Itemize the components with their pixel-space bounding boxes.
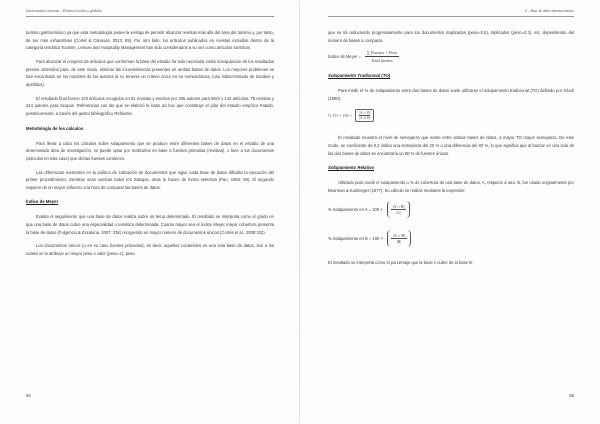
overlap-b-formula — [328, 230, 574, 247]
paragraph: Evalúa el seguimiento que una base de datos realiza sobre un tema determinado. El resultado se interpreta como el grado en que una base de datos cubre una especialidad o temática determinada. Cuanto mayor sea el índice Meyer mayor cobertura presenta la base de datos (Fulgencio & Escalona, 2007: 338) recogiendo un mayor número de documentos únicos (Cortés et al., 2008:332). — [26, 214, 274, 235]
formula-parenthesis — [387, 230, 411, 247]
paragraph: Para medir el % de solapamiento entre dos bases de datos suele utilizarse el solapamiento tradicional (TO) definido por Gluck (1990). — [328, 88, 574, 102]
paragraph: El resultado muestra el nivel de semejanza que existe entre ambas bases de datos, a mayor TO mayor semejanza. De este modo, un coeficiente de 0,2 indica una semejanza del 20 % o una diferencia del 80 %, lo que significa que al buscar en una sola de las dos bases de datos se encontraría un 80 % de fuentes únicas. — [328, 135, 574, 156]
formula-numerator: |A ∩ B| — [393, 232, 405, 238]
left-page-content — [26, 29, 274, 264]
formula-numerator: ∑ Fuentes × Peso — [367, 50, 398, 56]
formula-label: % TO = 100 × — [328, 113, 353, 119]
header-rule-right — [328, 16, 574, 17]
formula-fraction — [391, 204, 407, 215]
formula-denominator: |B| — [396, 238, 402, 244]
formula-fraction — [391, 233, 407, 244]
paragraph: El resultado se interpreta como el porcentaje que la base A cubre de la base B. — [328, 259, 474, 265]
running-head-right: 6 – Base de datos internacionales — [525, 9, 574, 13]
paragraph: Para llevar a cabo los cálculos sobre solapamiento que se produce entre diferentes bases de datos en el estudio de una determinada área de investigación, se puede optar por realizarlos en base a fuentes primarias (revistas), o bien a los documentos (artículos en este caso) que dichas fuentes contienen. — [26, 140, 274, 161]
overlap-a-formula — [328, 201, 574, 218]
formula-denominator: |A ∪ B| — [359, 116, 371, 121]
formula-parenthesis — [355, 109, 374, 122]
paragraph: Las diferencias existentes en la política de indización de documentos que sigue cada base de datos dificulta la ejecución del primer procedimiento, mientras unas vuelcan todos los trabajos, otras lo hacen de forma selectiva (Pao, 1993: 99). El segundo requiere de un mayor esfuerzo a la hora de comparar las bases de datos. — [26, 169, 274, 190]
paragraph: Utilizado para medir el solapamiento o % de cobertura de una base de datos, A, respecto a otra, B, fue usado originalmente por Bearman & Kunberger (1977). Su cálculo se realiza mediante la expresión: — [328, 180, 574, 193]
right-page-content — [328, 29, 574, 273]
paragraph: Los documentos únicos (o en su caso fuentes primarias), es decir, aquellos contenidos en una sola base de datos, son a los cuales se le atribuye un mayor peso o valor (peso=1), peso — [26, 243, 274, 257]
formula-numerator: |A ∩ B| — [359, 110, 371, 115]
formula-fraction — [365, 50, 399, 63]
formula-parenthesis — [387, 201, 411, 218]
section-heading-relativo: Solapamiento Relativo — [328, 165, 375, 171]
formula-denominator: Total fuentes — [371, 58, 393, 64]
to-formula — [328, 109, 574, 122]
header-rule-left — [26, 16, 274, 17]
right-page — [300, 0, 600, 424]
formula-numerator: |A ∩ B| — [392, 203, 405, 209]
formula-fraction — [359, 111, 370, 120]
paragraph: turismo gastronómico ya que esta metodología posee la ventaja de permitir alcanzar revistas más allá del área del turismo y, por tanto, de ser más exhaustivas (Cortel & Cánovas, 2013: 59). Por otro lado, los artículos publicados en revistas incluidas dentro de la categoría temática Tourism, Leisure and Hospitality Management han sido considerados a su vez como artículos turísticos. — [26, 30, 274, 51]
section-heading-metodologia: Metodología de los cálculos — [26, 125, 84, 131]
page-number-left: 58 — [26, 393, 31, 398]
page-number-right: 59 — [569, 393, 574, 398]
formula-label: % Solapamiento en A = 100 × — [328, 206, 383, 212]
section-heading-indice-meyer: Índice de Meyer — [26, 199, 59, 205]
section-heading-to: Solapamiento Tradicional (TO) — [328, 73, 391, 79]
formula-label: % Solapamiento en B = 100 × — [328, 235, 384, 241]
paragraph: que se irá reduciendo progresivamente para los documentos duplicados (peso=0,5), triplicados (peso=0,3), etc, dependiendo del número de bases a comparar. — [328, 30, 574, 43]
paragraph: Para alcanzar el conjunto de artículos que conforman la base del estudio ha sido necesaria cierta manipulación de los resultados previos obtenidos para, de este modo, eliminar las inconsistencias presentes en ambas bases de datos. Los mayores problemas se han encontrado en los nombres de los autores al no tenerse un criterio único en su nomenclatura, (uso indiscriminado de iniciales y apellidos). — [26, 59, 274, 87]
formula-denominator: |A| — [396, 209, 401, 215]
formula-label: Índice de Meyer = — [328, 54, 362, 60]
running-head-left: Gastronomía y turismo – Destinos locales y globales — [26, 9, 103, 13]
paragraph: El resultado final fueron 133 artículos recogidos en 61 revistas y escritos por 265 autores para WoS y 142 artículos, 75 revistas y 244 autores para Scopus. Referencias con las que se elaboró la base ad hoc que constituye el pilar del estudio empírico tratado, posteriormente, a través del gestor bibliográfico Refworks. — [26, 95, 274, 116]
meyer-formula — [328, 50, 574, 63]
